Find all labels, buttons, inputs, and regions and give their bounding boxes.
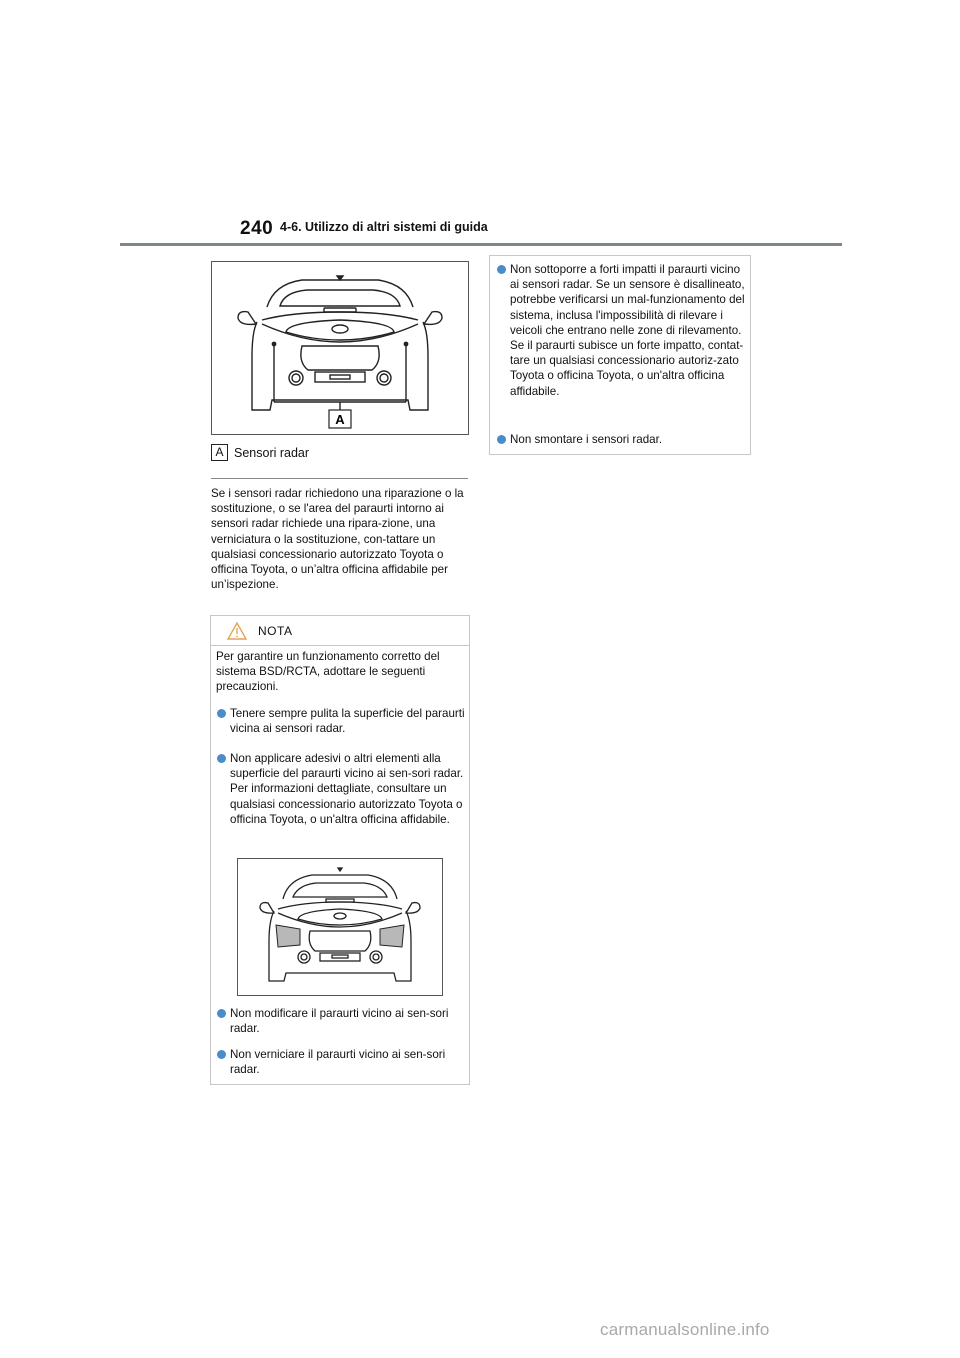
list-item — [216, 1047, 468, 1077]
watermark: carmanualsonline.info — [600, 1320, 770, 1339]
radar-sensor-illustration — [211, 261, 469, 435]
list-item — [216, 706, 468, 736]
list-item — [216, 751, 468, 827]
note-title: NOTA — [258, 624, 293, 638]
caption-tag: A — [211, 444, 228, 461]
note-box — [210, 615, 470, 1085]
bullet-dot-icon — [497, 265, 506, 274]
radar-sensor-left — [272, 342, 277, 347]
header-divider — [120, 243, 842, 246]
bullet-dot-icon — [217, 709, 226, 718]
car-rear-bumper-area-drawing — [238, 859, 442, 995]
list-item — [216, 1006, 468, 1036]
callout-a: A — [335, 412, 345, 427]
bullet-dot-icon — [217, 1009, 226, 1018]
caption-text: Sensori radar — [234, 445, 310, 460]
list-item-text: Non smontare i sensori radar. — [510, 433, 663, 446]
list-item — [496, 432, 748, 447]
radar-area-illustration — [237, 858, 443, 996]
list-item — [496, 262, 748, 399]
bullet-dot-icon — [217, 1050, 226, 1059]
note-intro: Per garantire un funzionamento corretto del sistema BSD/RCTA, adottare le seguenti precauzioni. — [216, 650, 440, 694]
bullet-dot-icon — [217, 754, 226, 763]
radar-sensor-right — [404, 342, 409, 347]
section-title: 4-6. Utilizzo di altri sistemi di guida — [280, 220, 488, 234]
radar-area-left — [276, 925, 300, 947]
caption-divider — [211, 478, 468, 479]
car-rear-radar-drawing — [212, 262, 468, 434]
note-continuation-box — [489, 255, 751, 455]
list-item-text: Non modificare il paraurti vicino ai sen-sori radar. — [230, 1007, 449, 1036]
list-item-text: Non sottoporre a forti impatti il paraurti vicino ai sensori radar. Se un sensore è disallineato, potrebbe verificarsi un mal-funzionamento del sistema, inclusa l'impossibilità di rilevare i veicoli che entrano nelle zone di rilevamento. Se il paraurti subisce un forte impatto, contat-tare un qualsiasi concessionario autoriz-zato Toyota o officina Toyota, o un'altra officina affidabile. — [510, 263, 745, 398]
note-header — [211, 616, 469, 646]
radar-area-right — [380, 925, 404, 947]
figure-caption — [211, 444, 309, 461]
list-item-text: Non verniciare il paraurti vicino ai sen-sori radar. — [230, 1048, 446, 1077]
bullet-dot-icon — [497, 435, 506, 444]
list-item-text: Tenere sempre pulita la superficie del paraurti vicina ai sensori radar. — [230, 707, 465, 736]
list-item-text: Non applicare adesivi o altri elementi alla superficie del paraurti vicino ai sen-sori radar. Per informazioni dettagliate, consultare un qualsiasi concessionario autorizzato Toyota o officina Toyota, o un'altra officina affidabile. — [230, 752, 464, 826]
warning-triangle-icon — [227, 622, 247, 640]
page-number: 240 — [240, 218, 274, 239]
body-paragraph: Se i sensori radar richiedono una riparazione o la sostituzione, o se l'area del paraurti intorno ai sensori radar richiede una ripara-zione, una verniciatura o la sostituzione, con-tattare un qualsiasi concessionario autorizzato Toyota o officina Toyota, o un’altra officina affidabile per un’ispezione. — [211, 487, 464, 592]
